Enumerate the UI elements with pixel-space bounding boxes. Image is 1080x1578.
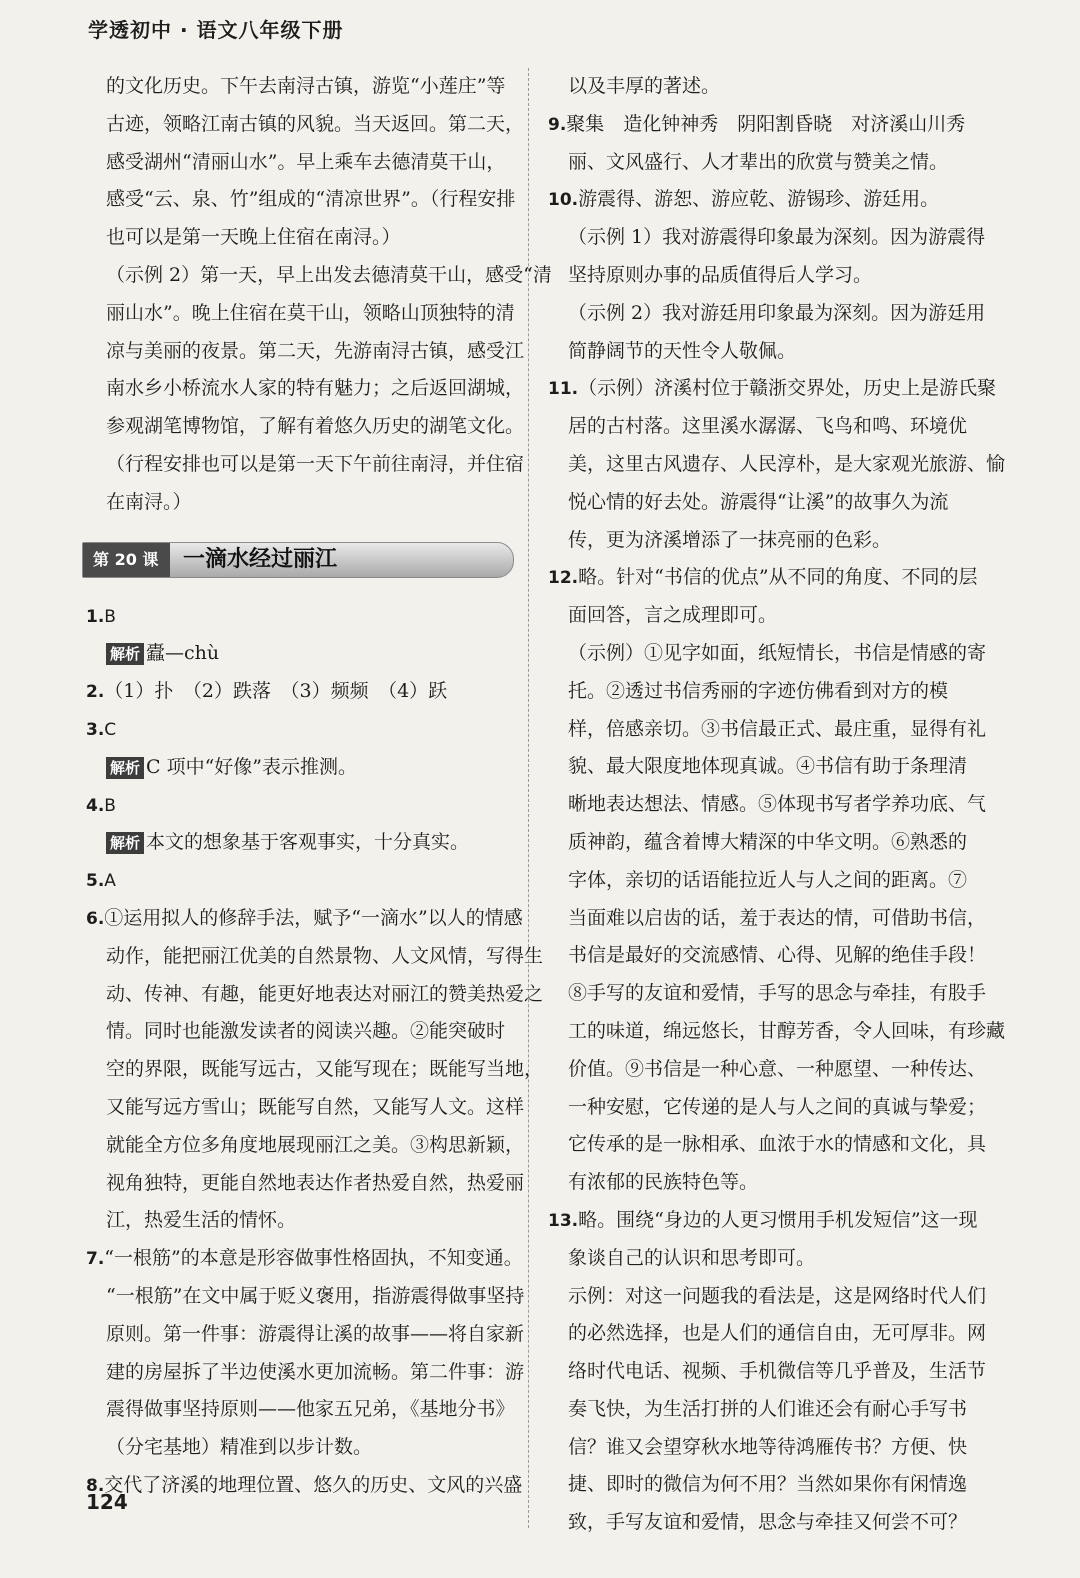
text-line: 面回答，言之成理即可。 <box>568 604 778 627</box>
text-line: 致，手写友谊和爱情，思念与牵挂又何尝不可？ <box>568 1511 968 1534</box>
text-line: （示例 2）我对游廷用印象最为深刻。因为游廷用 <box>568 301 986 324</box>
text-line: 悦心情的好去处。游震得“让溪”的故事久为流 <box>568 490 949 513</box>
left-column <box>86 68 552 1505</box>
text-line: 以及丰厚的著述。 <box>568 75 721 97</box>
text-line: 它传承的是一脉相承、血浓于水的情感和文化，具 <box>568 1133 987 1156</box>
text-line: 价值。⑨书信是一种心意、一种愿望、一种传达、 <box>568 1057 987 1080</box>
text-line: 美，这里古风遗存、人民淳朴，是大家观光旅游、愉 <box>568 452 1006 475</box>
text-line: 络时代电话、视频、手机微信等几乎普及，生活节 <box>568 1360 987 1383</box>
analysis-tag: 解析 <box>106 757 144 779</box>
text-line: 质神韵，蕴含着博大精深的中华文明。⑥熟悉的 <box>568 830 968 853</box>
text-line: 南水乡小桥流水人家的特有魅力；之后返回湖城， <box>106 377 525 400</box>
text-line: 动、传神、有趣，能更好地表达对丽江的赞美热爱之 <box>106 982 544 1005</box>
text-line: 奏飞快，为生活打拼的人们谁还会有耐心手写书 <box>568 1397 968 1420</box>
text-line: （示例 1）我对游震得印象最为深刻。因为游震得 <box>568 226 986 249</box>
text-line: 捷、即时的微信为何不用？当然如果你有闲情逸 <box>568 1473 968 1496</box>
text-line: 的必然选择，也是人们的通信自由，无可厚非。网 <box>568 1322 987 1345</box>
text-line: 视角独特，更能自然地表达作者热爱自然，热爱丽 <box>106 1171 525 1194</box>
text-line: （行程安排也可以是第一天下午前往南浔，并住宿 <box>106 452 525 475</box>
answer-9: 9.聚集 造化钟神秀 阴阳割昏晓 对济溪山川秀 <box>548 112 966 135</box>
text-line: 在南浔。） <box>106 490 192 513</box>
text-line: 托。②透过书信秀丽的字迹仿佛看到对方的模 <box>568 679 949 702</box>
text-line: 动作，能把丽江优美的自然景物、人文风情，写得生 <box>106 944 544 967</box>
answer-13: 13.略。围绕“身边的人更习惯用手机发短信”这一现 <box>548 1208 978 1231</box>
text-line: （分宅基地）精准到以步计数。 <box>106 1436 373 1459</box>
analysis-tag: 解析 <box>106 832 144 854</box>
answer-2: 2.（1）扑 （2）跌落 （3）频频 （4）跃 <box>86 680 448 703</box>
text-line: 感受湖州“清丽山水”。早上乘车去德清莫干山， <box>106 150 506 173</box>
text-line: 晰地表达想法、情感。⑤体现书写者学养功底、气 <box>568 793 987 816</box>
text-line: 坚持原则办事的品质值得后人学习。 <box>568 263 873 286</box>
text-line: 当面难以启齿的话，羞于表达的情，可借助书信， <box>568 906 987 929</box>
text-line: 参观湖笔博物馆，了解有着悠久历史的湖笔文化。 <box>106 415 525 438</box>
text-line: 字体，亲切的话语能拉近人与人之间的距离。⑦ <box>568 868 968 891</box>
right-column <box>548 68 1006 1542</box>
text-line: 情。同时也能激发读者的阅读兴趣。②能突破时 <box>106 1020 506 1043</box>
text-line: 书信是最好的交流感情、心得、见解的绝佳手段！ <box>568 944 987 967</box>
text-line: 传，更为济溪增添了一抹亮丽的色彩。 <box>568 528 892 551</box>
text-line: 工的味道，绵远悠长，甘醇芳香，令人回味，有珍藏 <box>568 1019 1006 1042</box>
lesson-banner <box>82 542 514 578</box>
answer-5: 5.A <box>86 871 116 892</box>
text-line: （示例 2）第一天，早上出发去德清莫干山，感受“清 <box>106 263 552 286</box>
answer-1: 1.B <box>86 606 116 627</box>
book-header: 学透初中 · 语文八年级下册 <box>88 18 344 42</box>
text-line: ⑧手写的友谊和爱情，手写的思念与牵挂，有股手 <box>568 982 987 1005</box>
text-line: 也可以是第一天晚上住宿在南浔。） <box>106 226 401 249</box>
text-line: 古迹，领略江南古镇的风貌。当天返回。第二天， <box>106 112 525 135</box>
text-line: 空的界限，既能写远古，又能写现在；既能写当地， <box>106 1058 544 1081</box>
text-line: 居的古村落。这里溪水潺潺、飞鸟和鸣、环境优 <box>568 415 968 438</box>
text-line: 就能全方位多角度地展现丽江之美。③构思新颖， <box>106 1133 525 1156</box>
page-number: 124 <box>86 1490 128 1514</box>
text-line: 原则。第一件事：游震得让溪的故事——将自家新 <box>106 1322 525 1345</box>
text-line: 貌、最大限度地体现真诚。④书信有助于条理清 <box>568 755 968 778</box>
text-line: 感受“云、泉、竹”组成的“清凉世界”。（行程安排 <box>106 188 516 211</box>
text-line: 有浓郁的民族特色等。 <box>568 1171 759 1194</box>
analysis-3: 解析 C 项中“好像”表示推测。 <box>86 749 514 787</box>
text-line: “一根筋”在文中属于贬义褒用，指游震得做事坚持 <box>106 1284 525 1307</box>
lesson-title: 一滴水经过丽江 <box>183 546 338 572</box>
text-line: 象谈自己的认识和思考即可。 <box>568 1246 816 1269</box>
text-line: （示例）①见字如面，纸短情长，书信是情感的寄 <box>568 641 987 664</box>
analysis-tag: 解析 <box>106 643 144 665</box>
text-line: 信？谁又会望穿秋水地等待鸿雁传书？方便、快 <box>568 1435 968 1458</box>
text-line: 简静阔节的天性令人敬佩。 <box>568 339 797 362</box>
text-line: 又能写远方雪山；既能写自然，又能写人文。这样 <box>106 1095 525 1118</box>
text-line: 凉与美丽的夜景。第二天，先游南浔古镇，感受江 <box>106 339 525 362</box>
answer-6: 6.①运用拟人的修辞手法，赋予“一滴水”以人的情感 <box>86 906 523 929</box>
answer-7: 7.“一根筋”的本意是形容做事性格固执，不知变通。 <box>86 1247 523 1270</box>
text-line: 震得做事坚持原则——他家五兄弟，《基地分书》 <box>106 1398 515 1421</box>
answer-12: 12.略。针对“书信的优点”从不同的角度、不同的层 <box>548 566 978 589</box>
answer-10: 10.游震得、游恕、游应乾、游锡珍、游廷用。 <box>548 188 940 211</box>
answer-4: 4.B <box>86 795 116 816</box>
text-line: 建的房屋拆了半边使溪水更加流畅。第二件事：游 <box>106 1360 525 1383</box>
text-line: 的文化历史。下午去南浔古镇，游览“小莲庄”等 <box>106 75 506 97</box>
text-line: 丽山水”。晚上住宿在莫干山，领略山顶独特的清 <box>106 301 515 324</box>
text-line: 示例：对这一问题我的看法是，这是网络时代人们 <box>568 1284 987 1307</box>
text-line: 一种安慰，它传递的是人与人之间的真诚与挚爱； <box>568 1095 987 1118</box>
text-line: 江，热爱生活的情怀。 <box>106 1209 297 1232</box>
answer-11: 11.（示例）济溪村位于赣浙交界处，历史上是游氏聚 <box>548 377 997 400</box>
analysis-1: 解析 蠹—chù <box>86 635 514 673</box>
lesson-number: 第 20 课 <box>83 543 170 577</box>
text-line: 丽、文风盛行、人才辈出的欣赏与赞美之情。 <box>568 150 949 173</box>
text-line: 样，倍感亲切。③书信最正式、最庄重，显得有礼 <box>568 717 987 740</box>
answer-3: 3.C <box>86 719 117 740</box>
analysis-4: 解析 本文的想象基于客观事实，十分真实。 <box>86 824 514 862</box>
answer-8: 8.交代了济溪的地理位置、悠久的历史、文风的兴盛 <box>86 1473 523 1496</box>
